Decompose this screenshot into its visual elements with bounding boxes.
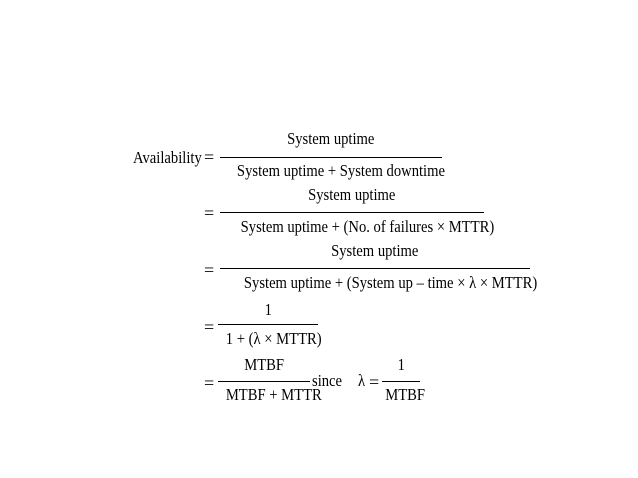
fraction-3-numerator: System uptime [331, 241, 419, 260]
fraction-5-numerator: MTBF [244, 355, 284, 374]
fraction-5-denominator: MTBF + MTTR [225, 385, 322, 404]
fraction-5-bar [218, 381, 310, 382]
lambda-fraction-denominator: MTBF [385, 385, 426, 404]
equals-sign: = [204, 260, 215, 280]
fraction-1-numerator: System uptime [287, 129, 375, 148]
lambda-fraction-numerator: 1 [397, 355, 405, 374]
lambda-fraction-bar [382, 381, 420, 382]
fraction-4-denominator: 1 + (λ × MTTR) [225, 329, 322, 348]
equals-sign: = [369, 372, 380, 392]
fraction-4-numerator: 1 [264, 300, 272, 319]
availability-label: Availability [133, 148, 202, 167]
fraction-1-bar [220, 157, 442, 158]
fraction-3-bar [220, 268, 530, 269]
since-label: since [312, 371, 343, 390]
fraction-2-numerator: System uptime [308, 185, 396, 204]
equals-sign: = [204, 317, 215, 337]
fraction-2-bar [220, 212, 484, 213]
lambda-symbol: λ [358, 371, 366, 390]
fraction-1-denominator: System uptime + System downtime [236, 161, 445, 180]
fraction-3-denominator: System uptime + (System up – time × λ × MTTR) [243, 273, 538, 292]
fraction-4-bar [218, 324, 318, 325]
equals-sign: = [204, 147, 215, 167]
equals-sign: = [204, 203, 215, 223]
fraction-2-denominator: System uptime + (No. of failures × MTTR) [240, 217, 495, 236]
equals-sign: = [204, 373, 215, 393]
